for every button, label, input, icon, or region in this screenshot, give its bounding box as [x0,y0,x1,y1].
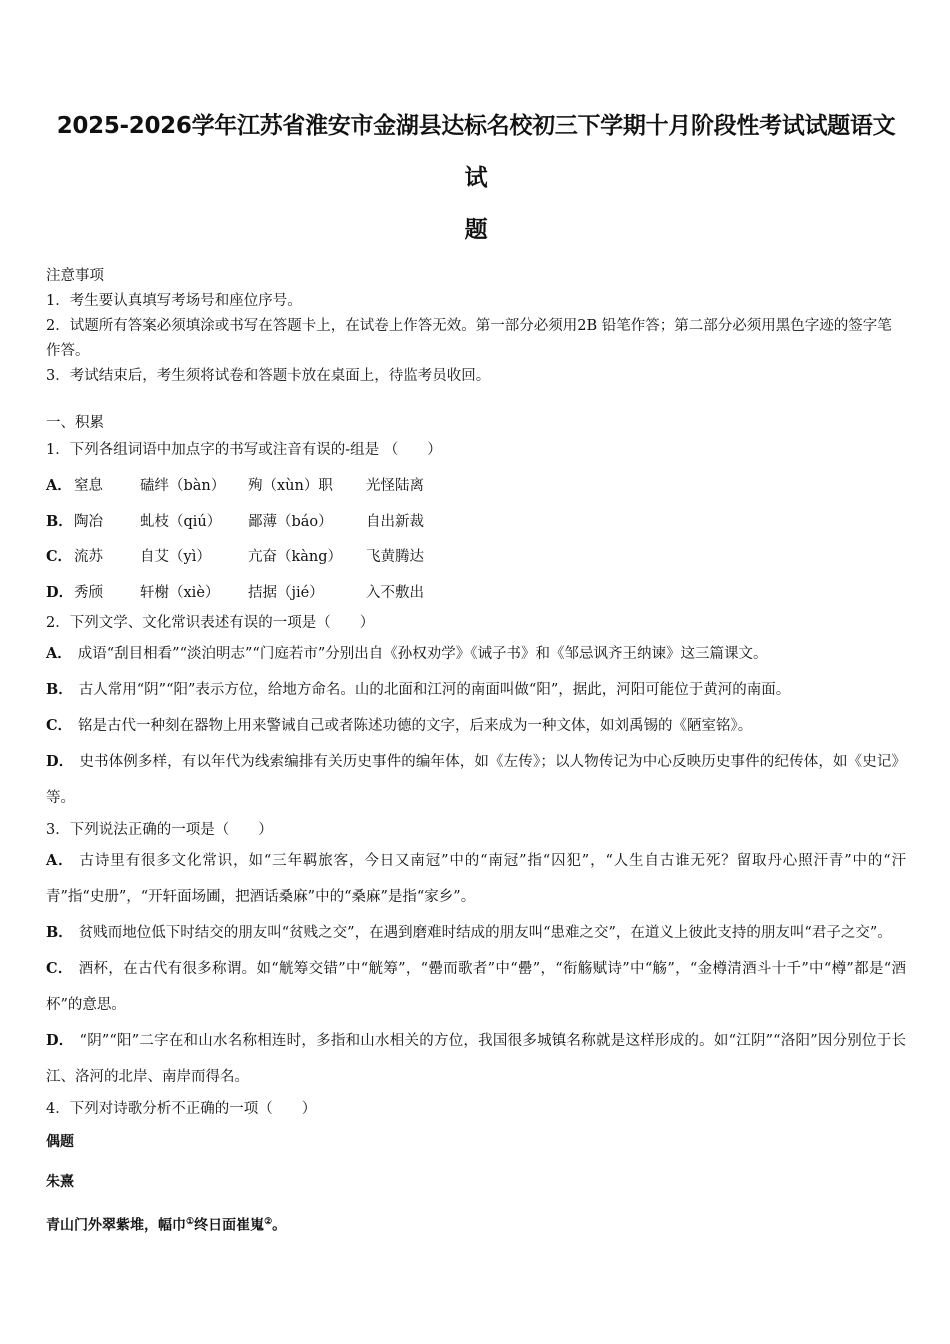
question-2-stem: 2．下列文学、文化常识表述有误的一项是（ ） [46,615,375,631]
q2-option-d [46,744,906,816]
option-letter: D． [46,753,74,770]
q1-option-d [46,574,906,610]
option-letter: C． [46,548,73,566]
section-heading: 一、积累 [46,415,104,431]
option-word-2: 磕绊（bàn） [140,478,226,495]
option-letter: C． [46,717,73,734]
option-word-1: 流苏 [74,549,103,566]
option-text: 古人常用“阴”“阳”表示方位，给地方命名。山的北面和江河的南面叫做“阳”，据此，河阳可能位于黄河的南面。 [78,682,791,698]
option-letter: D． [46,1032,74,1049]
q3-option-d [46,1023,906,1095]
option-letter: B． [46,681,73,698]
option-text: 铭是古代一种刻在器物上用来警诫自己或者陈述功德的文字，后来成为一种文体，如刘禹锡的《陋室铭》。 [78,718,753,734]
question-1-options [46,467,906,609]
poem-author: 朱熹 [46,1174,74,1190]
option-word-3: 亢奋（kàng） [248,549,343,566]
poem-block [46,1132,906,1237]
option-letter: D． [46,583,74,601]
option-word-4: 光怪陆离 [366,478,424,495]
option-word-2: 自艾（yì） [140,549,211,566]
q1-option-a [46,467,906,503]
question-4-stem: 4．下列对诗歌分析不正确的一项（ ） [46,1101,317,1117]
notice-heading: 注意事项 [46,268,104,284]
notice-item-1: 1．考生要认真填写考场号和座位序号。 [46,293,302,309]
q3-option-b [46,915,906,951]
option-word-3: 拮据（jié） [248,584,324,601]
option-word-1: 秀颀 [74,584,103,601]
option-text: 成语“刮目相看”“淡泊明志”“门庭若市”分别出自《孙权劝学》《诫子书》和《邹忌讽齐王纳谏》这三篇课文。 [77,646,768,662]
q2-option-b [46,672,906,708]
option-text: 古诗里有很多文化常识，如“三年羁旅客，今日又南冠”中的“南冠”指“囚犯”，“人生自古谁无死？留取丹心照汗青”中的“汗青”指“史册”，“开轩面场圃，把酒话桑麻”中的“桑麻”是指“家乡”。 [46,853,906,905]
q3-option-c [46,951,906,1023]
option-word-4: 自出新裁 [366,513,424,530]
question-1-stem: 1．下列各组词语中加点字的书写或注音有误的-组是 （ ） [46,442,442,458]
option-letter: A． [46,477,72,495]
option-text: 贫贱而地位低下时结交的朋友叫“贫贱之交”，在遇到磨难时结成的朋友叫“患难之交”，在道义上彼此支持的朋友叫“君子之交”。 [78,925,892,941]
notice-item-3: 3．考试结束后，考生须将试卷和答题卡放在桌面上，待监考员收回。 [46,368,491,384]
poem-line-1 [46,1212,906,1237]
q2-option-c [46,708,906,744]
footnote-marker-2: ② [264,1217,273,1227]
option-letter: B． [46,512,73,530]
option-letter: A． [46,645,72,662]
title-line-1: 2025-2026学年江苏省淮安市金湖县达标名校初三下学期十月阶段性考试试题语文试 [56,113,896,191]
poem-title: 偶题 [46,1134,74,1150]
option-text: 史书体例多样，有以年代为线索编排有关历史事件的编年体，如《左传》；以人物传记为中心反映历史事件的纪传体，如《史记》等。 [46,754,906,806]
page-title [46,0,906,256]
option-letter: A． [46,852,74,869]
option-word-2: 轩榭（xiè） [140,584,220,601]
poem-line-1-part-a: 青山门外翠紫堆，幅巾 [46,1217,186,1234]
option-word-3: 鄙薄（báo） [248,513,333,530]
title-line-2: 题 [464,217,488,243]
option-word-3: 殉（xùn）职 [248,478,333,495]
q1-option-c [46,538,906,574]
poem-line-1-part-c: 。 [272,1217,287,1234]
poem-line-1-part-b: 终日面崔嵬 [194,1217,265,1234]
notice-block [46,264,906,389]
option-text: 酒杯，在古代有很多称谓。如“觥筹交错”中“觥筹”，“罍而歌者”中“罍”，“衔觞赋诗”中“觞”，“金樽清酒斗十千”中“樽”都是“酒杯”的意思。 [46,961,906,1013]
option-word-1: 陶冶 [74,513,103,530]
option-word-4: 飞黄腾达 [366,549,424,566]
option-text: “阴”“阳”二字在和山水名称相连时，多指和山水相关的方位，我国很多城镇名称就是这样形成的。如“江阴”“洛阳”因分别位于长江、洛河的北岸、南岸而得名。 [46,1033,906,1085]
option-letter: C． [46,960,73,977]
option-letter: B． [46,924,73,941]
q1-option-b [46,503,906,539]
option-word-4: 入不敷出 [366,584,424,601]
q3-option-a [46,843,906,915]
footnote-marker-1: ① [186,1217,195,1227]
option-word-1: 窒息 [74,478,103,495]
notice-item-2: 2．试题所有答案必须填涂或书写在答题卡上，在试卷上作答无效。第一部分必须用2B 铅笔作答；第二部分必须用黑色字迹的签字笔作答。 [46,318,892,359]
q2-option-a [46,636,906,672]
question-3-stem: 3．下列说法正确的一项是（ ） [46,822,273,838]
option-word-2: 虬枝（qiú） [140,513,222,530]
